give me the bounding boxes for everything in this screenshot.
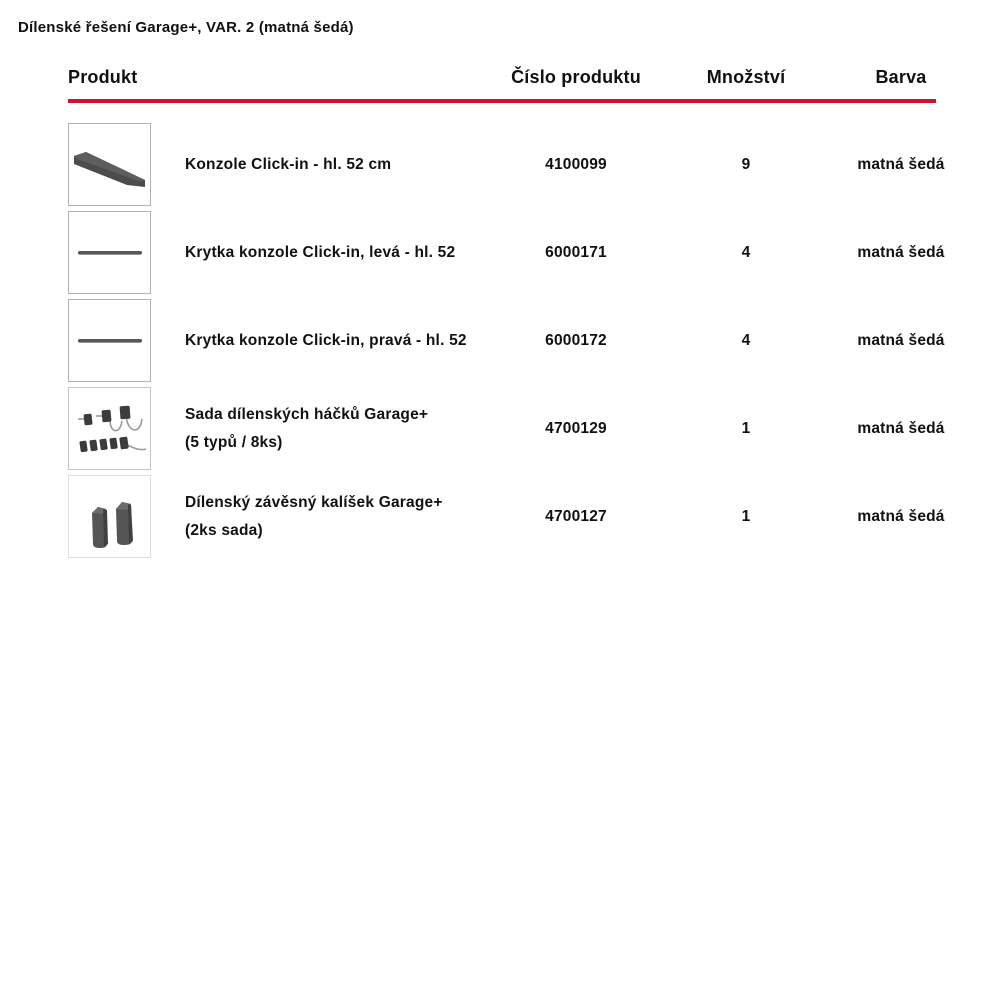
product-thumbnail [68, 475, 151, 558]
product-number: 4700127 [545, 507, 607, 525]
cover-strip-image [69, 300, 150, 381]
cover-strip-image [69, 212, 150, 293]
product-name: Krytka konzole Click-in, levá - hl. 52 [185, 243, 456, 261]
product-thumbnail [68, 387, 151, 470]
table-row [68, 297, 963, 385]
product-name-line2: (2ks sada) [185, 521, 263, 539]
product-name-cell [151, 151, 501, 179]
hooks-image [69, 388, 150, 469]
product-quantity: 9 [741, 155, 751, 173]
table-row [68, 385, 963, 473]
column-header-product-number: Číslo produktu [511, 66, 641, 87]
product-name: Konzole Click-in - hl. 52 cm [185, 155, 392, 173]
table-row [68, 473, 963, 561]
product-name-line2: (5 typů / 8ks) [185, 433, 283, 451]
page-title: Dílenské řešení Garage+, VAR. 2 (matná šedá) [18, 19, 354, 36]
product-name: Dílenský závěsný kalíšek Garage+ [185, 493, 443, 511]
product-number: 6000172 [545, 331, 607, 349]
cups-image [69, 476, 150, 557]
table-row [68, 121, 963, 209]
bracket-image [69, 124, 150, 205]
header-divider [68, 99, 936, 103]
column-header-quantity: Množství [706, 66, 786, 87]
product-quantity: 4 [741, 243, 751, 261]
product-quantity: 1 [741, 419, 751, 437]
product-quantity: 1 [741, 507, 751, 525]
product-thumbnail [68, 211, 151, 294]
product-name-cell [151, 327, 501, 355]
table-header [68, 64, 963, 90]
product-name-cell [151, 401, 501, 457]
product-thumbnail [68, 123, 151, 206]
table-row [68, 209, 963, 297]
product-number: 6000171 [545, 243, 607, 261]
product-color: matná šedá [857, 507, 945, 525]
product-number: 4100099 [545, 155, 607, 173]
product-number: 4700129 [545, 419, 607, 437]
column-header-color: Barva [875, 66, 927, 87]
product-quantity: 4 [741, 331, 751, 349]
product-thumbnail [68, 299, 151, 382]
product-name: Sada dílenských háčků Garage+ [185, 405, 429, 423]
product-name: Krytka konzole Click-in, pravá - hl. 52 [185, 331, 467, 349]
product-color: matná šedá [857, 331, 945, 349]
product-name-cell [151, 489, 501, 545]
product-name-cell [151, 239, 501, 267]
column-header-product: Produkt [68, 66, 138, 87]
product-color: matná šedá [857, 419, 945, 437]
product-color: matná šedá [857, 243, 945, 261]
product-color: matná šedá [857, 155, 945, 173]
product-table [68, 64, 963, 561]
table-body [68, 121, 963, 561]
